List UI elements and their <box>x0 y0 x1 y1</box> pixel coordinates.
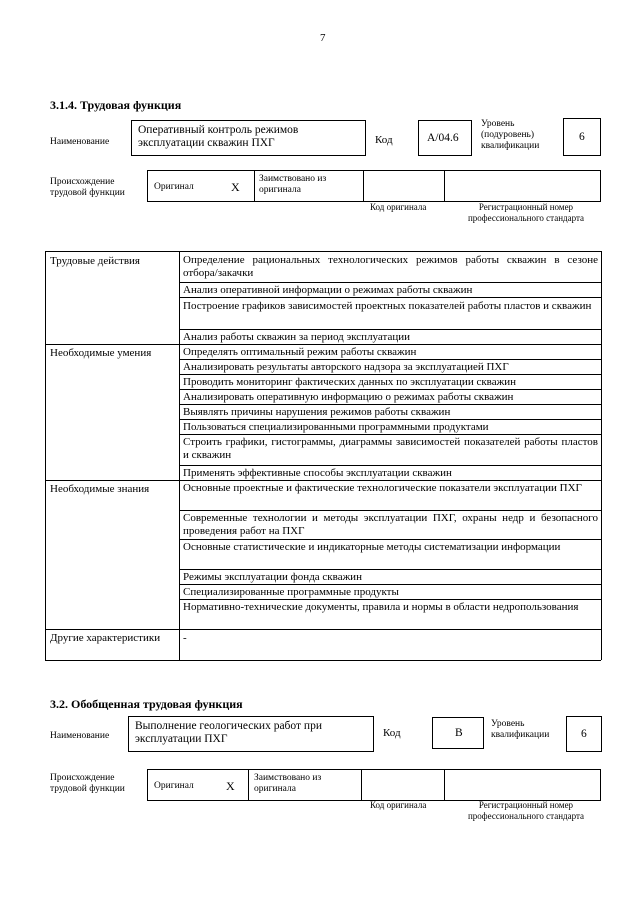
function-name-box <box>128 716 374 752</box>
other-label: Другие характеристики <box>50 632 161 644</box>
skill-item: Анализировать результаты авторского надзора за эксплуатацией ПХГ <box>183 361 509 373</box>
borrowed-box <box>248 769 362 801</box>
level-label: Уровень квалификации <box>491 719 550 740</box>
page-number: 7 <box>320 32 326 44</box>
skill-item: Выявлять причины нарушения режимов работы скважин <box>183 406 451 418</box>
code-box <box>418 120 472 156</box>
name-label: Наименование <box>50 137 110 147</box>
skills-label: Необходимые умения <box>50 347 152 359</box>
knowledge-item: Современные технологии и методы эксплуатации ПХГ, охраны недр и безопасного проведения работ на ПХГ <box>183 512 598 537</box>
original-code-label: Код оригинала <box>370 800 427 810</box>
level-value: 6 <box>579 131 585 143</box>
original-box <box>147 769 249 801</box>
level-label: Уровень (подуровень) квалификации <box>481 119 540 151</box>
code-label: Код <box>375 134 393 146</box>
function-name: Выполнение геологических работ при эксплуатации ПХГ <box>135 720 322 745</box>
level-value: 6 <box>581 728 587 740</box>
labor-action-item: Построение графиков зависимостей проектных показателей работы пластов и скважин <box>183 300 592 312</box>
function-name: Оперативный контроль режимов эксплуатации скважин ПХГ <box>138 124 299 149</box>
original-code-cell <box>363 170 445 202</box>
borrowed-label: Заимствовано из оригинала <box>254 773 322 794</box>
reg-number-cell <box>444 170 601 202</box>
section-title: 3.2. Обобщенная трудовая функция <box>50 697 243 711</box>
skill-item: Анализировать оперативную информацию о режимах работы скважин <box>183 391 514 403</box>
original-code-label: Код оригинала <box>370 202 427 212</box>
skill-item: Определять оптимальный режим работы скважин <box>183 346 417 358</box>
function-name-box <box>131 120 366 156</box>
knowledge-item: Основные статистические и индикаторные методы систематизации информации <box>183 541 561 553</box>
level-box <box>563 118 601 156</box>
other-value: - <box>183 632 187 644</box>
borrowed-label: Заимствовано из оригинала <box>259 174 327 195</box>
reg-number-label: Регистрационный номер профессионального стандарта <box>467 800 585 821</box>
original-mark: Х <box>231 180 240 194</box>
skill-item: Пользоваться специализированными программными продуктами <box>183 421 489 433</box>
original-code-cell <box>361 769 445 801</box>
skill-item: Проводить мониторинг фактических данных по эксплуатации скважин <box>183 376 516 388</box>
code-label: Код <box>383 727 401 739</box>
labor-action-item: Анализ оперативной информации о режимах работы скважин <box>183 284 473 296</box>
code-value: А/04.6 <box>427 132 459 144</box>
knowledge-label: Необходимые знания <box>50 483 150 495</box>
level-box <box>566 716 602 752</box>
origin-label: Происхождение трудовой функции <box>50 177 125 198</box>
knowledge-item: Специализированные программные продукты <box>183 586 399 598</box>
knowledge-item: Нормативно-технические документы, правила и нормы в области недропользования <box>183 601 579 613</box>
name-label: Наименование <box>50 731 110 741</box>
reg-number-label: Регистрационный номер профессионального стандарта <box>467 202 585 223</box>
section-title: 3.1.4. Трудовая функция <box>50 98 182 112</box>
code-value: В <box>455 727 463 739</box>
labor-action-item: Анализ работы скважин за период эксплуатации <box>183 331 410 343</box>
original-label: Оригинал <box>154 182 194 192</box>
labor-action-item: Определение рациональных технологических режимов работы скважин в сезоне отбора/закачки <box>183 254 598 279</box>
knowledge-item: Режимы эксплуатации фонда скважин <box>183 571 362 583</box>
original-box <box>147 170 255 202</box>
original-label: Оригинал <box>154 781 194 791</box>
borrowed-box <box>254 170 364 202</box>
skill-item: Строить графики, гистограммы, диаграммы зависимостей показателей работы пластов и скважин <box>183 436 598 461</box>
labor-actions-label: Трудовые действия <box>50 255 140 267</box>
reg-number-cell <box>444 769 601 801</box>
code-box <box>432 717 484 749</box>
knowledge-item: Основные проектные и фактические технологические показатели эксплуатации ПХГ <box>183 482 582 494</box>
original-mark: Х <box>226 779 235 793</box>
skill-item: Применять эффективные способы эксплуатации скважин <box>183 467 452 479</box>
origin-label: Происхождение трудовой функции <box>50 773 125 794</box>
